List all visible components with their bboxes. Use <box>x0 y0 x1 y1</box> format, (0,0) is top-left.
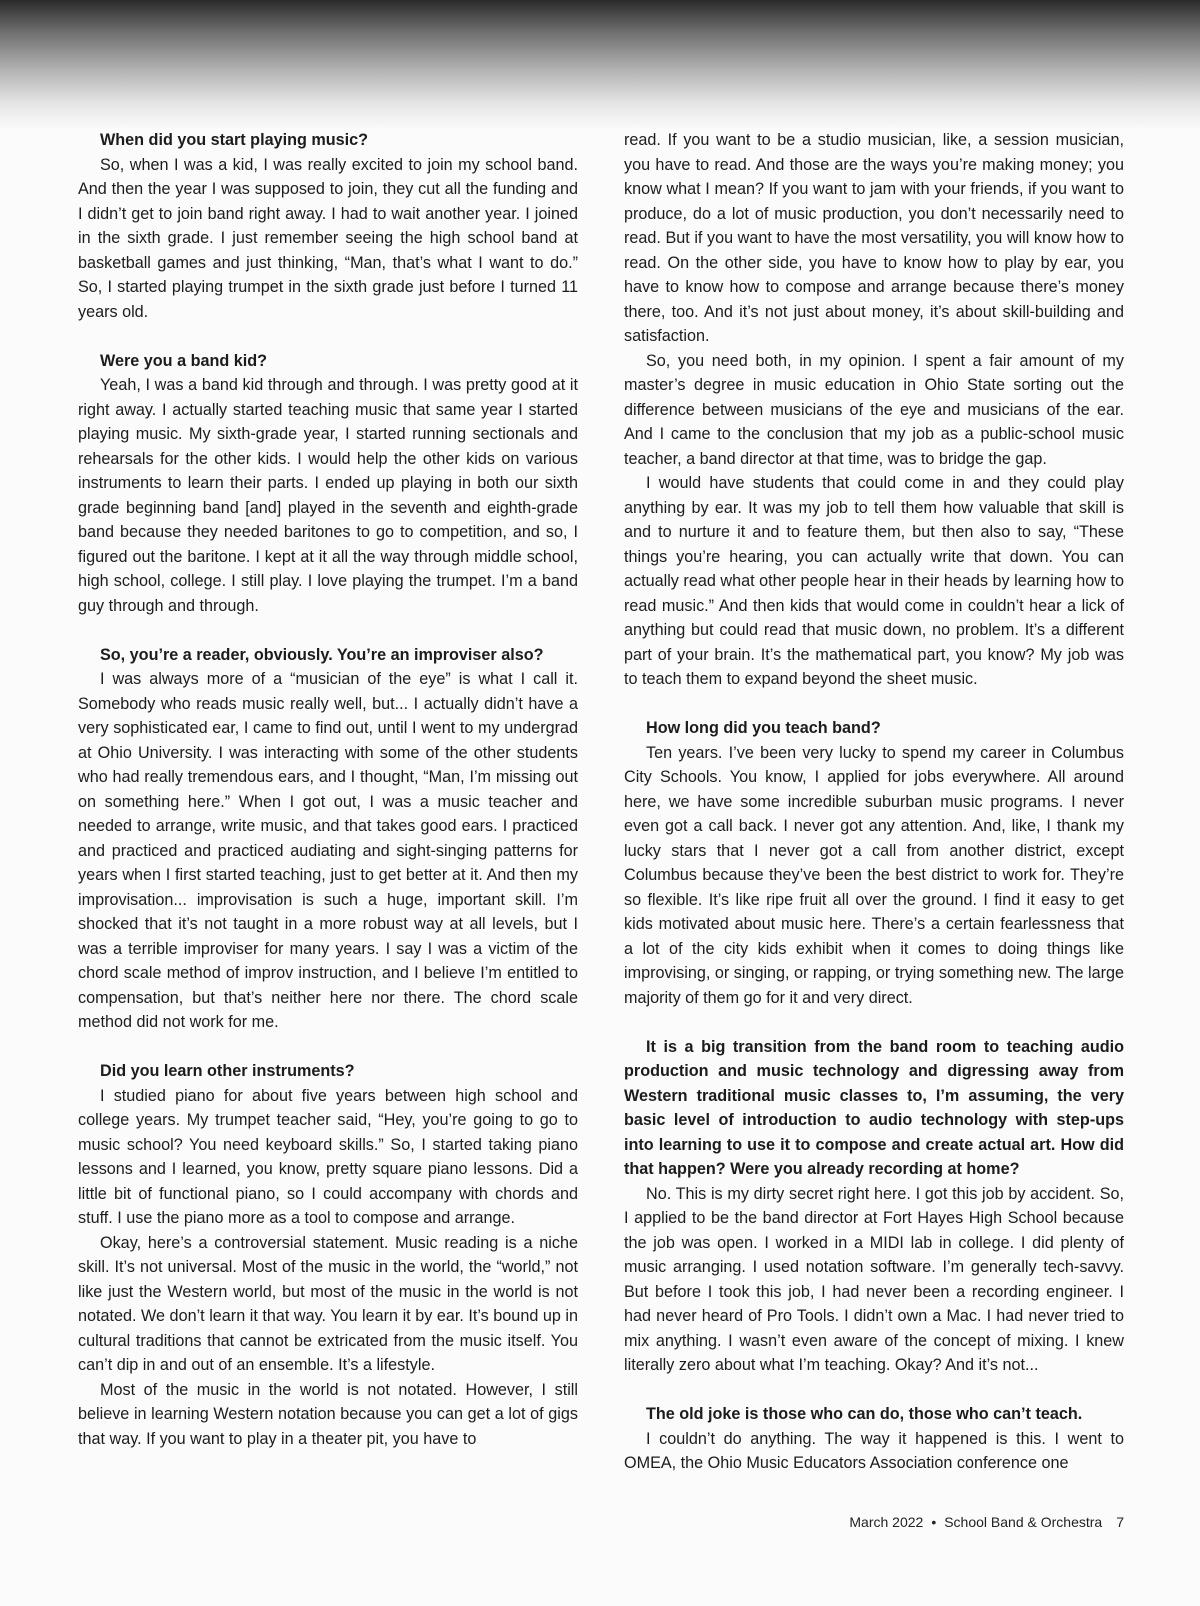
answer-paragraph: Yeah, I was a band kid through and through. I was pretty good at it right away. I actually started teaching music that same year I started playing music. My sixth-grade year, I started running sectionals and rehearsals for the other kids. I would help the other kids on various instruments to learn their parts. I ended up playing in both our sixth grade beginning band [and] played in the seventh and eighth-grade band because they needed baritones to go to competition, and so, I figured out the baritone. I kept at it all the way through middle school, high school, college. I still play. I love playing the trumpet. I’m a band guy through and through. <box>78 376 578 615</box>
answer-paragraph: Ten years. I’ve been very lucky to spend my career in Columbus City Schools. You know, I applied for jobs everywhere. All around here, we have some incredible suburban music programs. I never even got a call back. I never got any attention. And, like, I thank my lucky stars that I never got a call from another district, except Columbus because they’ve been the best district to work for. They’re so flexible. It’s like ripe fruit all over the ground. I find it easy to get kids motivated about music here. There’s a certain fearlessness that a lot of the city kids exhibit when it comes to doing things like improvising, or singing, or rapping, or trying something new. The large majority of them go for it and very direct. <box>624 743 1124 1007</box>
issue-date: March 2022 <box>849 1514 924 1530</box>
right-column <box>624 128 1124 1476</box>
question-heading: How long did you teach band? <box>646 719 881 737</box>
publication-name: School Band & Orchestra <box>944 1514 1103 1530</box>
answer-paragraph: I was always more of a “musician of the eye” is what I call it. Somebody who reads music really well, but... I actually didn’t have a very sophisticated ear, I came to find out, until I went to my undergrad at Ohio University. I was interacting with some of the other students who had really tremendous ears, and I thought, “Man, I’m missing out on something here.” When I got out, I was a music teacher and needed to arrange, write music, and that takes good ears. I practiced and practiced and practiced audiating and sight-singing patterns for years when I first started teaching, just to get better at it. And then my improvisation... improvisation is such a huge, important skill. I’m shocked that it’s not taught in a more robust way at all levels, but I was a terrible improviser for many years. I say I was a victim of the chord scale method of improv instruction, and I believe I’m entitled to compensation, but that’s neither here nor there. The chord scale method did not work for me. <box>78 670 578 1031</box>
bullet-separator: • <box>931 1514 937 1530</box>
answer-paragraph: I couldn’t do anything. The way it happened is this. I went to OMEA, the Ohio Music Educators Association conference one <box>624 1429 1124 1472</box>
answer-paragraph: So, when I was a kid, I was really excited to join my school band. And then the year I was supposed to join, they cut all the funding and I didn’t get to join band right away. I had to wait another year. I joined in the sixth grade. I just remember seeing the high school band at basketball games and just thinking, “Man, that’s what I want to do.” So, I started playing trumpet in the sixth grade just before I turned 11 years old. <box>78 155 578 321</box>
question-heading: Did you learn other instruments? <box>100 1062 355 1080</box>
answer-paragraph-continued: read. If you want to be a studio musician, like, a session musician, you have to read. And those are the ways you’re making money; you know what I mean? If you want to jam with your friends, if you want to produce, do a lot of music production, you don’t necessarily need to read. But if you want to have the most versatility, you will know how to read. On the other side, you have to know how to play by ear, you have to know how to compose and arrange because there’s money there, too. And it’s not just about money, it’s about skill-building and satisfaction. <box>624 131 1124 345</box>
question-heading: The old joke is those who can do, those who can’t teach. <box>646 1405 1083 1423</box>
answer-paragraph: I studied piano for about five years between high school and college years. My trumpet teacher said, “Hey, you’re going to go to music school? You need keyboard skills.” So, I started taking piano lessons and I learned, you know, pretty square piano lessons. Did a little bit of functional piano, so I could accompany with chords and stuff. I use the piano more as a tool to compose and arrange. <box>78 1086 578 1227</box>
answer-paragraph: Most of the music in the world is not notated. However, I still believe in learning Western notation because you can get a lot of gigs that way. If you want to play in a theater pit, you have to <box>78 1380 578 1448</box>
page-number: 7 <box>1116 1514 1124 1530</box>
question-heading: It is a big transition from the band room to teaching audio production and music technology and digressing away from Western traditional music classes to, I’m assuming, the very basic level of introduction to audio technology with step-ups into learning to use it to compose and create actual art. How did that happen? Were you already recording at home? <box>624 1037 1124 1178</box>
answer-paragraph: So, you need both, in my opinion. I spent a fair amount of my master’s degree in music education in Ohio State sorting out the difference between musicians of the eye and musicians of the ear. And I came to the conclusion that my job as a public-school music teacher, a band director at that time, was to bridge the gap. <box>624 351 1124 468</box>
answer-paragraph: Okay, here’s a controversial statement. Music reading is a niche skill. It’s not universal. Most of the music in the world, the “world,” not like just the Western world, but most of the music in the world is not notated. We don’t learn it that way. You learn it by ear. It’s bound up in cultural traditions that cannot be extricated from the music itself. You can’t dip in and out of an ensemble. It’s a lifestyle. <box>78 1233 578 1374</box>
answer-paragraph: No. This is my dirty secret right here. I got this job by accident. So, I applied to be the band director at Fort Hayes High School because the job was open. I worked in a MIDI lab in college. I did plenty of music arranging. I used notation software. I’m generally tech-savvy. But before I took this job, I had never been a recording engineer. I had never heard of Pro Tools. I didn’t own a Mac. I had never tried to mix anything. I wasn’t even aware of the concept of mixing. I knew literally zero about what I’m teaching. Okay? And it’s not... <box>624 1184 1124 1374</box>
answer-paragraph: I would have students that could come in and they could play anything by ear. It was my job to tell them how valuable that skill is and to nurture it and to feature them, but then also to say, “These things you’re hearing, you can actually write that down. You can actually read what other people hear in their heads by learning how to read music.” And then kids that would come in couldn’t hear a lick of anything but could read that music down, no problem. It’s a different part of your brain. It’s the mathematical part, you know? My job was to teach them to expand beyond the sheet music. <box>624 474 1124 688</box>
left-column <box>78 128 578 1451</box>
question-heading: So, you’re a reader, obviously. You’re an improviser also? <box>100 645 544 664</box>
top-gradient-band <box>0 0 1200 130</box>
question-heading: When did you start playing music? <box>100 131 369 149</box>
page-footer <box>849 1512 1124 1532</box>
question-heading: Were you a band kid? <box>100 351 268 370</box>
